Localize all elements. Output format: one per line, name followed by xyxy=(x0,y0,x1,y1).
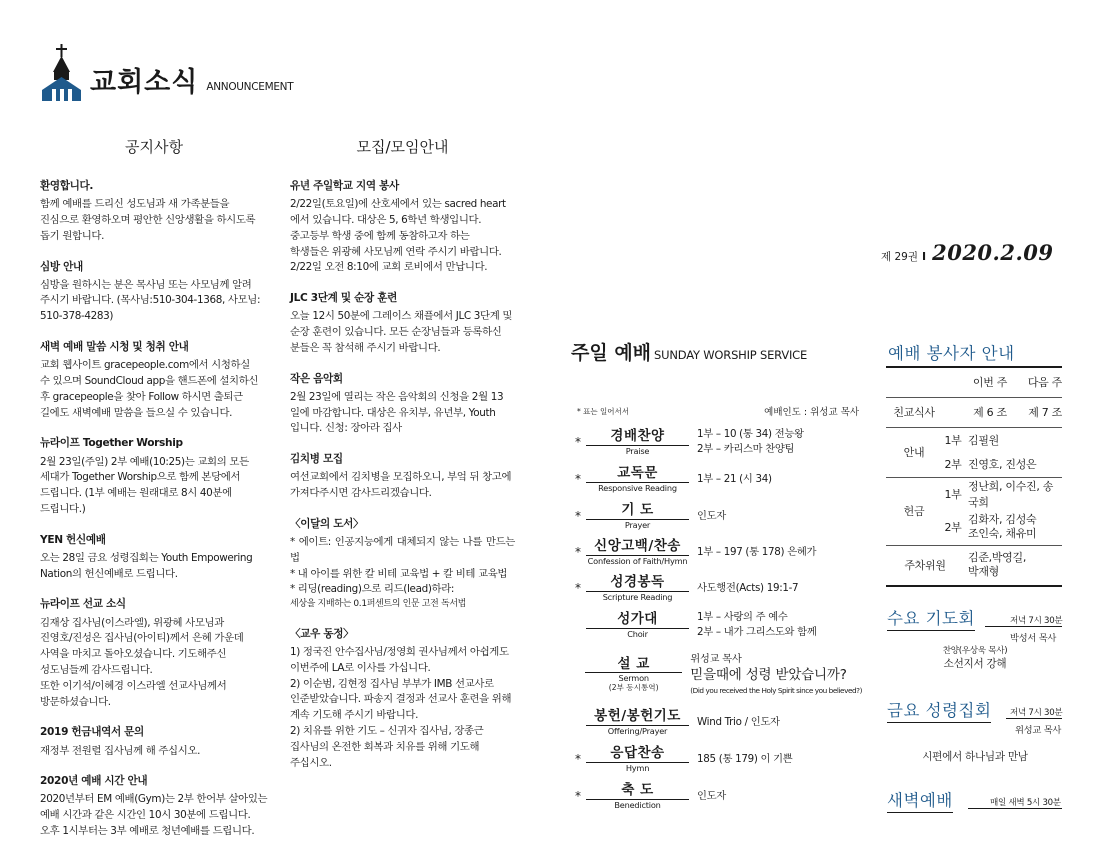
offering-part: 1부 xyxy=(944,487,962,501)
announcement-title: 심방 안내 xyxy=(40,260,83,273)
stand-mark: * xyxy=(575,789,581,803)
recruit-column xyxy=(290,178,515,786)
announcement-line: 분들은 꼭 참석해 주시기 바랍니다. xyxy=(290,341,441,354)
order-name-ko: 응답찬송 xyxy=(586,745,689,762)
announcement xyxy=(40,773,268,840)
announcement-body xyxy=(290,535,515,612)
guide-part: 1부 xyxy=(944,433,962,447)
stand-note: * 표는 일어서서 xyxy=(577,407,629,416)
order-name-en: Responsive Reading xyxy=(598,482,677,493)
order-name-en: Offering/Prayer xyxy=(607,725,668,736)
sermon-title-en: (Did you received the Holy Spirit since you believed?) xyxy=(690,685,862,695)
order-name xyxy=(586,611,689,639)
announcement-title: 작은 음악회 xyxy=(290,372,343,385)
announcement-title: 뉴라이프 선교 소식 xyxy=(40,598,126,611)
announcement-body xyxy=(40,455,268,518)
sermon-title: 믿을때에 성령 받았습니까? xyxy=(690,667,847,684)
order-item-sermon xyxy=(570,646,862,702)
order-desc xyxy=(689,715,780,730)
announcement-title: 새벽 예배 말씀 시청 및 청취 안내 xyxy=(40,341,189,354)
order-name-ko: 기 도 xyxy=(586,502,689,519)
order-desc-line: 1부 – 197 (통 178) 은혜가 xyxy=(697,545,817,558)
order-name-en: Choir xyxy=(627,628,648,639)
parking-names xyxy=(964,546,1062,586)
meal-label: 친교식사 xyxy=(893,406,935,419)
header-next-week: 다음 주 xyxy=(1027,376,1062,390)
announcement-line: 2/22일(토요일)에 산호세에서 있는 sacred heart xyxy=(290,198,506,211)
announcement-body xyxy=(40,792,268,839)
announcement xyxy=(40,178,268,245)
order-desc-line: 1부 – 10 (통 34) 전능왕 xyxy=(697,428,804,441)
order-name-ko: 성경봉독 xyxy=(586,574,689,591)
meal-next-week: 제 7 조 xyxy=(1028,406,1062,419)
order-name xyxy=(586,465,689,493)
order-name-en: Benediction xyxy=(614,799,661,810)
announcement-line: 오는 28일 금요 성령집회는 Youth Empowering xyxy=(40,551,253,564)
order-desc-line: 1부 – 사랑의 주 예수 xyxy=(697,611,788,624)
order-name xyxy=(586,745,689,773)
announcement-title: 유년 주일학교 지역 봉사 xyxy=(290,180,399,192)
announcement-line: 계속 기도해 주시기 바랍니다. xyxy=(290,709,419,722)
offering-names-line: 김화자, 김성숙 xyxy=(968,512,1037,526)
wednesday-time: 저녁 7시 30분 xyxy=(1010,616,1063,626)
order-name xyxy=(586,574,689,602)
friday-leader: 위성교 목사 xyxy=(1015,725,1062,736)
announcement-line: 주시기 바랍니다. (목사님:510-304-1368, 사모님: xyxy=(40,294,261,307)
servers-title: 예배 봉사자 안내 xyxy=(888,344,1015,363)
order-desc xyxy=(689,752,792,767)
order-item-hymn xyxy=(570,741,862,777)
announcement-line: 사역을 마치고 돌아오셨습니다. 기도해주신 xyxy=(40,648,227,661)
announcement-line: 오후 1시부터는 3부 예배로 청년예배를 드립니다. xyxy=(40,825,255,838)
order-item-confession xyxy=(570,534,862,570)
announcement-line: 오늘 12시 50분에 그레이스 채플에서 JLC 3단계 및 xyxy=(290,310,513,323)
wednesday-leader: 박성서 목사 xyxy=(1010,633,1057,644)
announcement-line: 에서 있습니다. 대상은 5, 6학년 학생입니다. xyxy=(290,213,482,226)
recruit-heading: 모집/모임안내 xyxy=(356,138,449,156)
announcement-line: 드립니다.) xyxy=(40,502,86,515)
servers-cell-empty xyxy=(942,397,964,427)
announcement-line: 돕기 원합니다. xyxy=(40,229,105,242)
parking-names-line: 박재형 xyxy=(968,565,999,579)
announcement xyxy=(290,178,515,276)
order-name-ko: 교독문 xyxy=(586,465,689,482)
announcement-line: 방문하셨습니다. xyxy=(40,695,111,708)
announcement xyxy=(290,371,515,438)
announcement-line: 인준받았습니다. 파송지 결정과 선교사 훈련을 위해 xyxy=(290,693,512,706)
announcement-line: 예배 시간과 같은 시간인 10시 30분에 드립니다. xyxy=(40,809,251,822)
worship-title-ko: 주일 예배 xyxy=(571,342,652,364)
order-desc-line: 인도자 xyxy=(697,509,726,522)
order-desc xyxy=(689,427,804,456)
announcement-body xyxy=(290,309,515,356)
announcement-line: 중고등부 학생 중에 함께 동참하고자 하는 xyxy=(290,229,470,242)
announcement-line: 심방을 원하시는 분은 목사님 또는 사모님께 알려 xyxy=(40,278,252,291)
servers-header-row xyxy=(886,367,1062,397)
announcement-line: 2) 치유를 위한 기도 – 신귀자 집사님, 장종근 xyxy=(290,725,484,738)
order-name-ko: 봉헌/봉헌기도 xyxy=(586,708,689,725)
announcement xyxy=(290,451,515,502)
announcement-line: 학생들은 위광혜 사모님께 연락 주시기 바랍니다. xyxy=(290,245,502,258)
order-item-offering xyxy=(570,704,862,740)
announcement-line: 이번주에 LA로 이사를 가십니다. xyxy=(290,661,431,674)
notices-heading: 공지사항 xyxy=(125,138,183,156)
order-desc xyxy=(689,581,798,596)
announcement-body xyxy=(40,616,268,711)
page-subtitle: ANNOUNCEMENT xyxy=(206,81,294,93)
announcement-title: YEN 헌신예배 xyxy=(40,533,106,546)
announcement-line: 성도님들께 감사드립니다. xyxy=(40,664,153,676)
announcement-line: 순장 훈련이 있습니다. 모든 순장님들과 등록하신 xyxy=(290,326,502,339)
stand-mark: * xyxy=(575,509,581,523)
order-name-en: Scripture Reading xyxy=(602,591,673,602)
order-item-benediction xyxy=(570,778,862,814)
announcement-body xyxy=(290,470,515,502)
order-name xyxy=(586,428,689,456)
parking-label: 주차위원 xyxy=(904,559,946,573)
order-desc-line: 1부 – 21 (시 34) xyxy=(697,472,772,485)
book-line: * 리딩(reading)으로 리드(lead)하라: xyxy=(290,583,455,596)
volume-label: 제 29권 xyxy=(881,251,918,263)
offering-names: 정난희, 이수진, 송국희 xyxy=(968,479,1054,509)
order-desc xyxy=(682,652,862,697)
announcement-title: 2020년 예배 시간 안내 xyxy=(40,775,148,788)
friday-topic: 시편에서 하나님과 만남 xyxy=(922,751,1028,763)
order-name-ko: 신앙고백/찬송 xyxy=(586,538,689,555)
announcement xyxy=(290,626,515,772)
announcement-body xyxy=(40,278,268,325)
announcement-line: 드립니다. (1부 예배는 원래대로 8시 40분에 xyxy=(40,487,232,500)
announcement-line: 입니다. 신청: 장아라 집사 xyxy=(290,422,402,435)
announcement-line: 510-378-4283) xyxy=(40,310,114,323)
preacher: 위성교 목사 xyxy=(690,652,742,665)
dawn-title: 새벽예배 xyxy=(887,787,953,813)
order-desc-line: Wind Trio / 인도자 xyxy=(697,715,780,728)
guide-names: 김필원 xyxy=(968,433,999,447)
announcement xyxy=(40,724,268,759)
announcement-line: 주십시오. xyxy=(290,756,332,769)
header-this-week: 이번 주 xyxy=(972,376,1008,390)
issue-separator: I xyxy=(922,250,927,263)
announcement-title: 〈교우 동정〉 xyxy=(290,627,354,640)
order-item-responsive-reading xyxy=(570,461,862,497)
announcement-title: 김치병 모집 xyxy=(290,453,343,466)
meal-this-week: 제 6 조 xyxy=(973,406,1007,419)
offering-names xyxy=(964,510,1062,546)
dawn-rule xyxy=(968,808,1062,809)
servers-table xyxy=(886,366,1062,587)
announcement-title: 뉴라이프 Together Worship xyxy=(40,437,183,450)
order-item-choir xyxy=(570,606,862,644)
order-desc-line: 인도자 xyxy=(697,789,726,802)
announcement-line: 2월 23일(주일) 2부 예배(10:25)는 교회의 모든 xyxy=(40,455,249,468)
announcement-line: Nation의 헌신예배로 드립니다. xyxy=(40,567,178,580)
announcement-line: 함께 예배를 드리신 성도님과 새 가족분들을 xyxy=(40,198,230,211)
offering-names-line: 조인숙, 채유미 xyxy=(968,527,1037,541)
order-name-en: Prayer xyxy=(624,519,651,530)
issue-info xyxy=(881,240,1054,265)
servers-row-guide-1 xyxy=(886,427,1062,452)
announcement xyxy=(40,532,268,583)
announcement-line: 여선교회에서 김치병을 모집하오니, 부엌 뒤 창고에 xyxy=(290,471,512,484)
order-desc-line: 2부 – 카리스마 찬양팀 xyxy=(697,443,795,455)
worship-title-en: SUNDAY WORSHIP SERVICE xyxy=(654,348,808,362)
announcement xyxy=(40,259,268,326)
announcement-title: JLC 3단계 및 순장 훈련 xyxy=(290,292,397,305)
order-desc xyxy=(689,545,816,560)
announcement-body xyxy=(40,551,268,583)
order-desc xyxy=(689,610,816,639)
stand-mark: * xyxy=(575,472,581,486)
announcement xyxy=(290,516,515,612)
announcement-line: 집사님의 온전한 회복과 치유를 위해 기도해 xyxy=(290,740,480,753)
offering-part: 2부 xyxy=(944,521,962,535)
announcement-body xyxy=(290,390,515,437)
guide-part: 2부 xyxy=(944,458,962,472)
order-desc-line: 2부 – 내가 그리스도와 함께 xyxy=(697,626,817,638)
announcement-line: 2) 이순범, 김현정 집사님 부부가 IMB 선교사로 xyxy=(290,677,494,690)
announcement xyxy=(40,339,268,421)
notices-column xyxy=(40,178,268,850)
friday-content xyxy=(895,750,1055,765)
announcement-line: 길에도 새벽예배 말씀을 들으실 수 있습니다. xyxy=(40,406,233,419)
announcement-title: 〈이달의 도서〉 xyxy=(290,517,364,530)
wednesday-content xyxy=(900,645,1050,672)
stand-mark: * xyxy=(575,581,581,595)
announcement xyxy=(40,435,268,517)
announcement-line: 일에 마감합니다. 대상은 유치부, 유년부, Youth xyxy=(290,406,496,419)
announcement-body xyxy=(290,645,515,772)
announcement xyxy=(40,596,268,710)
order-name-ko: 축 도 xyxy=(586,782,689,799)
stand-mark: * xyxy=(575,752,581,766)
order-name-en: Praise xyxy=(625,445,650,456)
announcement-line: 2020년부터 EM 예배(Gym)는 2부 한어부 살아있는 xyxy=(40,793,268,806)
order-item-scripture xyxy=(570,570,862,606)
announcement-title: 환영합니다. xyxy=(40,180,94,192)
order-desc xyxy=(689,789,726,804)
announcement-line: 세대가 Together Worship으로 함께 본당에서 xyxy=(40,471,241,484)
church-icon xyxy=(40,44,84,102)
stand-mark: * xyxy=(575,435,581,449)
servers-header-empty xyxy=(886,367,942,397)
order-name-en: Hymn xyxy=(625,762,650,773)
worship-title xyxy=(571,338,807,365)
order-item-praise xyxy=(570,424,862,460)
order-name xyxy=(586,708,689,736)
friday-time: 저녁 7시 30분 xyxy=(1010,708,1063,718)
announcement-line: 가져다주시면 감사드리겠습니다. xyxy=(290,487,432,500)
announcement-body xyxy=(40,197,268,244)
servers-header-empty xyxy=(942,367,964,397)
servers-row-parking xyxy=(886,546,1062,586)
guide-label: 안내 xyxy=(903,446,925,459)
announcement-line: 수 있으며 SoundCloud app을 핸드폰에 설치하신 xyxy=(40,374,259,387)
dawn-time: 매일 새벽 5시 30분 xyxy=(990,798,1061,808)
announcement-body xyxy=(290,197,515,276)
announcement-line: 재정부 전원렬 집사님께 해 주십시오. xyxy=(40,744,201,757)
announcement-body xyxy=(40,358,268,421)
order-name-en: Confession of Faith/Hymn xyxy=(587,555,688,566)
order-name-ko: 설 교 xyxy=(585,656,682,673)
order-desc xyxy=(689,472,772,487)
announcement-line: 교회 웹사이트 gracepeople.com에서 시청하실 xyxy=(40,359,250,372)
announcement-line: 1) 정국진 안수집사님/정영희 권사님께서 아쉽게도 xyxy=(290,646,509,659)
announcement-line: 진심으로 환영하오며 평안한 신앙생활을 하시도록 xyxy=(40,213,256,226)
parking-names-line: 김준,박영길, xyxy=(968,550,1027,564)
order-name xyxy=(586,782,689,810)
stand-mark: * xyxy=(575,545,581,559)
order-desc-line: 185 (통 179) 이 기쁜 xyxy=(697,752,793,765)
order-desc-line: 사도행전(Acts) 19:1-7 xyxy=(697,581,799,594)
page-title: 교회소식 xyxy=(90,67,199,98)
servers-row-offering-1 xyxy=(886,477,1062,510)
friday-title: 금요 성령집회 xyxy=(887,697,991,723)
book-line: * 내 아이를 위한 칼 비테 교육법 + 칼 비테 교육법 xyxy=(290,567,508,580)
issue-date: 2020.2.09 xyxy=(932,240,1054,265)
announcement-line: 김재상 집사님(이스라엘), 위광혜 사모님과 xyxy=(40,616,224,629)
wednesday-topic: 소선지서 강해 xyxy=(943,658,1007,671)
order-item-prayer xyxy=(570,498,862,534)
announcement-line: 2/22일 오전 8:10에 교회 로비에서 만납니다. xyxy=(290,261,488,274)
announcement-line: 후 gracepeople을 찾아 Follow 하시면 출퇴근 xyxy=(40,390,243,403)
servers-row-meal xyxy=(886,397,1062,427)
order-name xyxy=(586,538,689,566)
friday-rule xyxy=(1006,718,1062,719)
interpretation-note: (2부 동시통역) xyxy=(608,683,659,693)
announcement-line: 또한 이기석/이혜경 이스라엘 선교사님께서 xyxy=(40,679,227,692)
order-name-en: Sermon xyxy=(618,673,649,684)
page-header xyxy=(40,42,293,102)
book-line: 세상을 지배하는 0.1퍼센트의 인문 고전 독서법 xyxy=(290,599,467,610)
order-name xyxy=(585,656,682,693)
announcement-line: 2월 23일에 열리는 작은 음악회의 신청을 2월 13 xyxy=(290,390,504,403)
wednesday-rule xyxy=(985,626,1062,627)
announcement xyxy=(290,290,515,357)
announcement-title: 2019 헌금내역서 문의 xyxy=(40,726,144,739)
wednesday-praise: 찬양(우상욱 목사) xyxy=(942,646,1008,656)
book-line: * 에이트: 인공지능에게 대체되지 않는 나를 만드는 법 xyxy=(290,536,515,564)
worship-leader: 예배인도 : 위성교 목사 xyxy=(764,407,859,418)
announcement-body xyxy=(40,744,268,760)
order-name-ko: 경배찬양 xyxy=(586,428,689,445)
announcement-line: 진영호/진성은 집사님(아이티)께서 은혜 가운데 xyxy=(40,632,244,645)
order-name-ko: 성가대 xyxy=(586,611,689,628)
order-desc xyxy=(689,509,726,524)
offering-label: 헌금 xyxy=(903,505,925,519)
guide-names: 진영호, 진성은 xyxy=(968,458,1037,472)
order-name xyxy=(586,502,689,530)
wednesday-title: 수요 기도회 xyxy=(887,605,975,631)
